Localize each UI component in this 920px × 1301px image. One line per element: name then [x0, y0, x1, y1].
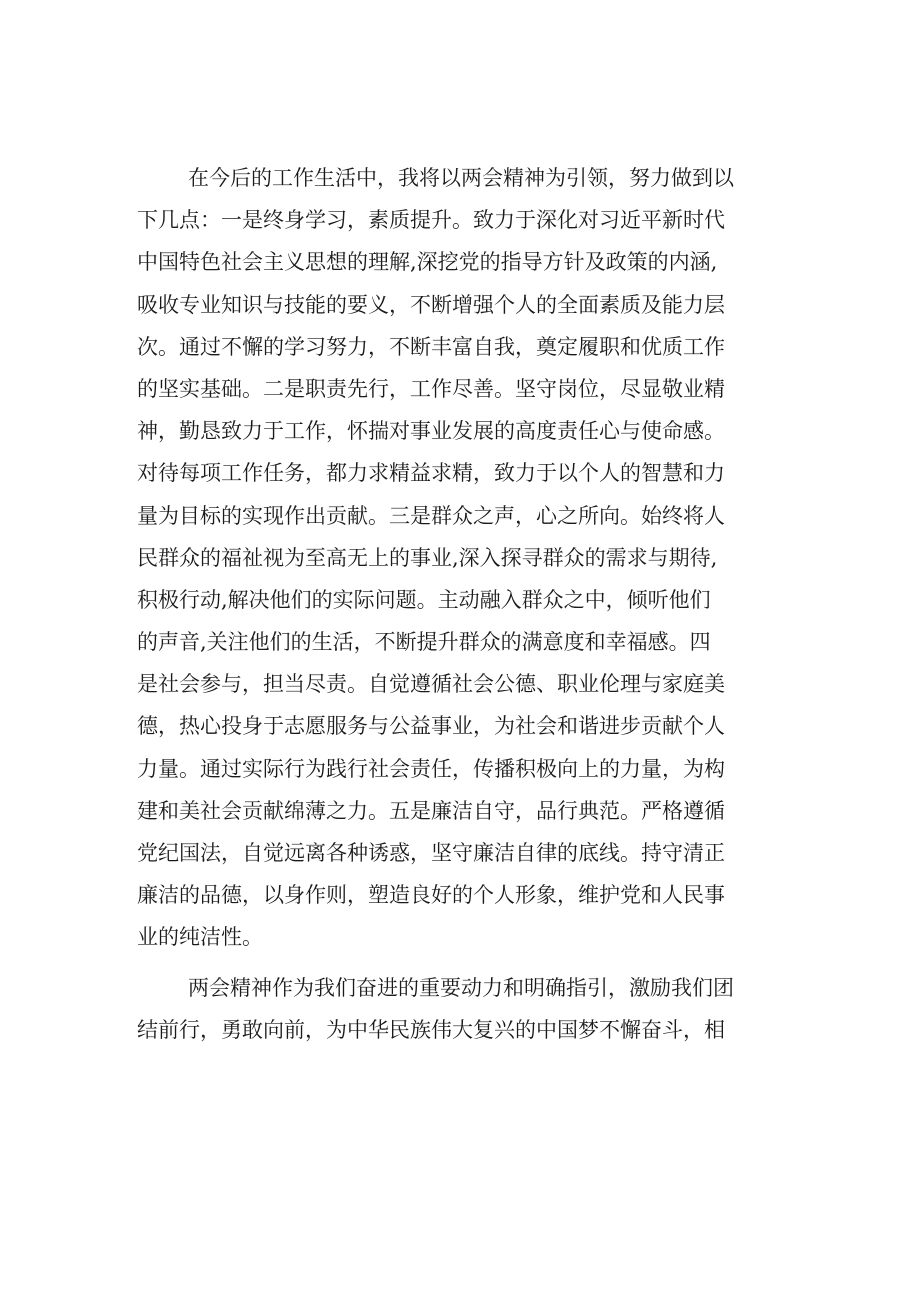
- paragraph-line: 次。通过不懈的学习努力，不断丰富自我，奠定履职和优质工作: [137, 334, 725, 359]
- paragraph-line: 神，勤恳致力于工作，怀揣对事业发展的高度责任心与使命感。: [137, 419, 725, 444]
- paragraph-line: 力量。通过实际行为践行社会责任，传播积极向上的力量，为构: [137, 756, 725, 781]
- paragraph-line: 德，热心投身于志愿服务与公益事业，为社会和谐进步贡献个人: [137, 714, 725, 739]
- paragraph-line: 下几点：一是终身学习，素质提升。致力于深化对习近平新时代: [137, 208, 725, 233]
- paragraph-line: 业的纯洁性。: [137, 925, 263, 950]
- paragraph-line: 建和美社会贡献绵薄之力。五是廉洁自守，品行典范。严格遵循: [137, 798, 725, 823]
- paragraph-line: 中国特色社会主义思想的理解,深挖党的指导方针及政策的内涵,: [137, 250, 718, 275]
- paragraph-line: 在今后的工作生活中，我将以两会精神为引领，努力做到以: [188, 166, 734, 190]
- paragraph-1: [137, 157, 817, 959]
- document-body: [137, 157, 817, 1051]
- paragraph-line: 对待每项工作任务，都力求精益求精，致力于以个人的智慧和力: [137, 461, 725, 486]
- paragraph-line: 廉洁的品德，以身作则，塑造良好的个人形象，维护党和人民事: [137, 883, 725, 908]
- paragraph-spacing: [137, 959, 817, 967]
- paragraph-line: 民群众的福祉视为至高无上的事业,深入探寻群众的需求与期待,: [137, 545, 718, 570]
- paragraph-line: 两会精神作为我们奋进的重要动力和明确指引，激励我们团: [188, 975, 734, 1000]
- paragraph-line: 党纪国法，自觉远离各种诱惑，坚守廉洁自律的底线。持守清正: [137, 841, 725, 865]
- paragraph-line: 是社会参与，担当尽责。自觉遵循社会公德、职业伦理与家庭美: [137, 672, 725, 697]
- paragraph-line: 的坚实基础。二是职责先行，工作尽善。坚守岗位，尽显敬业精: [137, 376, 725, 401]
- paragraph-line: 积极行动,解决他们的实际问题。主动融入群众之中，倾听他们: [137, 587, 711, 612]
- paragraph-line: 的声音,关注他们的生活，不断提升群众的满意度和幸福感。四: [137, 630, 711, 655]
- paragraph-line: 吸收专业知识与技能的要义，不断增强个人的全面素质及能力层: [137, 292, 725, 317]
- paragraph-line: 结前行，勇敢向前，为中华民族伟大复兴的中国梦不懈奋斗，相: [137, 1017, 725, 1042]
- paragraph-line: 量为目标的实现作出贡献。三是群众之声，心之所向。始终将人: [137, 503, 725, 528]
- paragraph-2: [137, 967, 817, 1051]
